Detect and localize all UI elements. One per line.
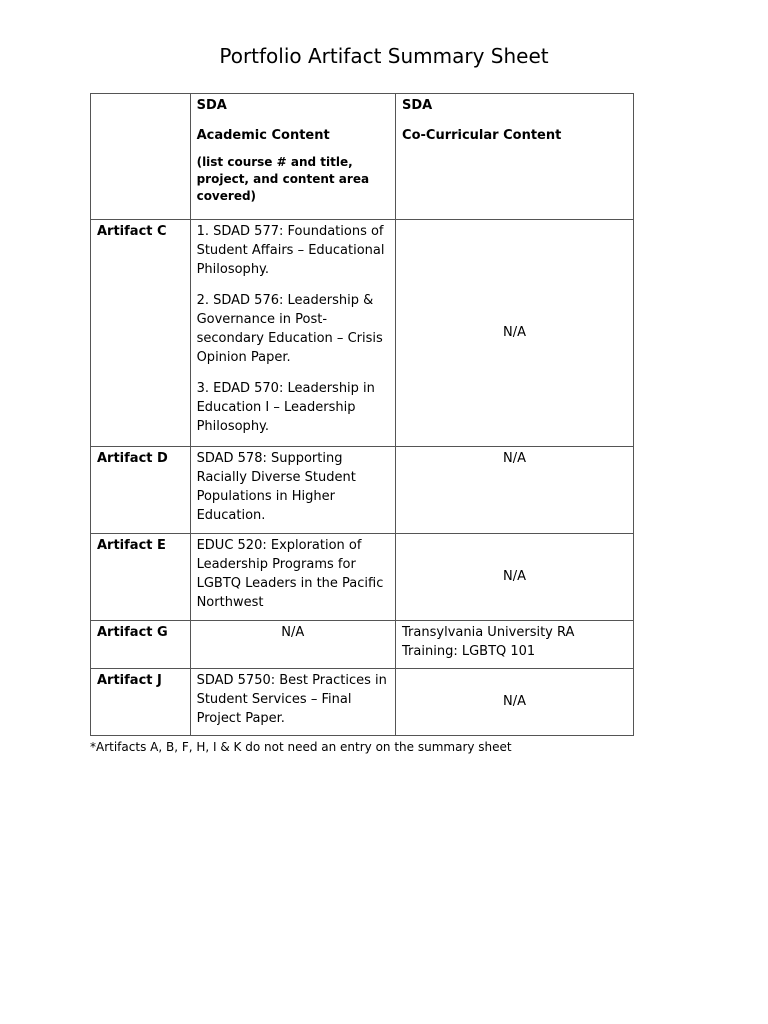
table-row-artifact-d <box>91 447 634 534</box>
academic-cell-artifact-d <box>190 447 395 534</box>
cocurricular-cell-artifact-e: N/A <box>396 534 634 621</box>
cocurricular-cell-artifact-j: N/A <box>396 669 634 736</box>
row-label-artifact-g: Artifact G <box>91 621 191 669</box>
cocurricular-cell-artifact-c: N/A <box>396 220 634 447</box>
header-academic-note: (list course # and title, project, and content area covered) <box>196 155 370 203</box>
header-cocurricular-sda: SDA <box>402 98 433 113</box>
footnote: *Artifacts A, B, F, H, I & K do not need an entry on the summary sheet <box>90 740 512 754</box>
academic-cell-artifact-j <box>190 669 395 736</box>
academic-item: SDAD 5750: Best Practices in Student Services – Final Project Paper. <box>196 673 387 726</box>
academic-item-2: 2. SDAD 576: Leadership & Governance in Post-secondary Education – Crisis Opinion Paper. <box>196 293 383 365</box>
table-row-artifact-j <box>91 669 634 736</box>
artifact-summary-table <box>90 93 634 736</box>
header-academic-sda: SDA <box>196 98 227 113</box>
header-empty-cell <box>91 94 191 220</box>
header-cocurricular-title: Co-Curricular Content <box>402 128 562 143</box>
academic-item: SDAD 578: Supporting Racially Diverse Student Populations in Higher Education. <box>196 451 356 523</box>
academic-item: EDUC 520: Exploration of Leadership Programs for LGBTQ Leaders in the Pacific Northwest <box>196 538 384 610</box>
cocurricular-cell-artifact-g: Transylvania University RA Training: LGBTQ 101 <box>396 621 634 669</box>
row-label-artifact-d: Artifact D <box>91 447 191 534</box>
academic-cell-artifact-e <box>190 534 395 621</box>
academic-cell-artifact-c <box>190 220 395 447</box>
row-label-artifact-c: Artifact C <box>91 220 191 447</box>
page-title: Portfolio Artifact Summary Sheet <box>219 44 549 68</box>
header-cocurricular-cell <box>396 94 634 220</box>
academic-item-1: 1. SDAD 577: Foundations of Student Affairs – Educational Philosophy. <box>196 224 385 277</box>
academic-cell-artifact-g: N/A <box>190 621 395 669</box>
table-row-artifact-g <box>91 621 634 669</box>
table-row-artifact-c <box>91 220 634 447</box>
table-row-artifact-e <box>91 534 634 621</box>
header-academic-cell <box>190 94 395 220</box>
header-academic-title: Academic Content <box>196 128 330 143</box>
table-header-row <box>91 94 634 220</box>
row-label-artifact-j: Artifact J <box>91 669 191 736</box>
academic-item-3: 3. EDAD 570: Leadership in Education I – Leadership Philosophy. <box>196 381 375 434</box>
row-label-artifact-e: Artifact E <box>91 534 191 621</box>
cocurricular-cell-artifact-d: N/A <box>396 447 634 534</box>
